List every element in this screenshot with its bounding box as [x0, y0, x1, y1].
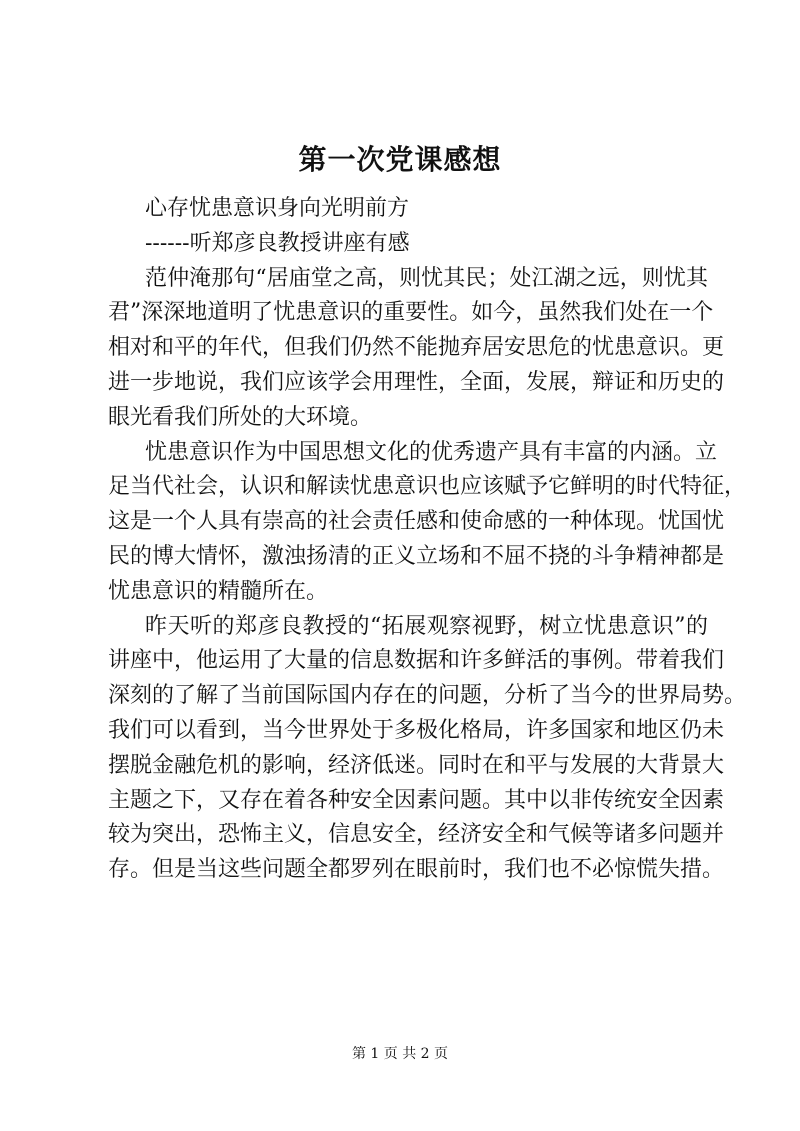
- paragraph-2-line: 民的博大情怀，激浊扬清的正义立场和不屈不挠的斗争精神都是: [108, 543, 725, 569]
- paragraph-3-line: 讲座中，他运用了大量的信息数据和许多鲜活的事例。带着我们: [108, 648, 725, 674]
- paragraph-1-line: 范仲淹那句“居庙堂之高，则忧其民；处江湖之远，则忧其: [145, 265, 708, 291]
- paragraph-2-line: 忧患意识作为中国思想文化的优秀遗产具有丰富的内涵。立: [145, 439, 718, 465]
- page-number-footer: 第 1 页 共 2 页: [351, 1046, 449, 1062]
- document-title: 第一次党课感想: [298, 143, 502, 176]
- paragraph-3-line: 较为突出，恐怖主义，信息安全，经济安全和气候等诸多问题并: [108, 822, 725, 848]
- subtitle-line: 心存忧患意识身向光明前方: [145, 196, 410, 221]
- paragraph-1-line: 眼光看我们所处的大环境。: [108, 404, 373, 430]
- paragraph-3-line: 主题之下，又存在着各种安全因素问题。其中以非传统安全因素: [108, 787, 725, 813]
- paragraph-1-line: 君”深深地道明了忧患意识的重要性。如今，虽然我们处在一个: [108, 300, 714, 326]
- paragraph-2-line: 这是一个人具有崇高的社会责任感和使命感的一种体现。忧国忧: [108, 509, 725, 535]
- paragraph-3-line: 存。但是当这些问题全都罗列在眼前时，我们也不必惊慌失措。: [108, 857, 725, 883]
- subtitle-source-line: ------听郑彦良教授讲座有感: [145, 230, 410, 256]
- paragraph-3-line: 昨天听的郑彦良教授的“拓展观察视野，树立忧患意识”的: [145, 613, 708, 639]
- document-body: [108, 192, 747, 888]
- paragraph-2-line: 足当代社会，认识和解读忧患意识也应该赋予它鲜明的时代特征，: [108, 474, 747, 500]
- paragraph-1-line: 进一步地说，我们应该学会用理性，全面，发展，辩证和历史的: [108, 369, 725, 395]
- paragraph-3-line: 深刻的了解了当前国际国内存在的问题，分析了当今的世界局势。: [108, 683, 747, 709]
- paragraph-2-line: 忧患意识的精髓所在。: [108, 578, 329, 604]
- paragraph-3-line: 摆脱金融危机的影响，经济低迷。同时在和平与发展的大背景大: [108, 752, 725, 778]
- paragraph-3-line: 我们可以看到，当今世界处于多极化格局，许多国家和地区仍未: [108, 717, 725, 743]
- paragraph-1-line: 相对和平的年代，但我们仍然不能抛弃居安思危的忧患意识。更: [108, 335, 725, 361]
